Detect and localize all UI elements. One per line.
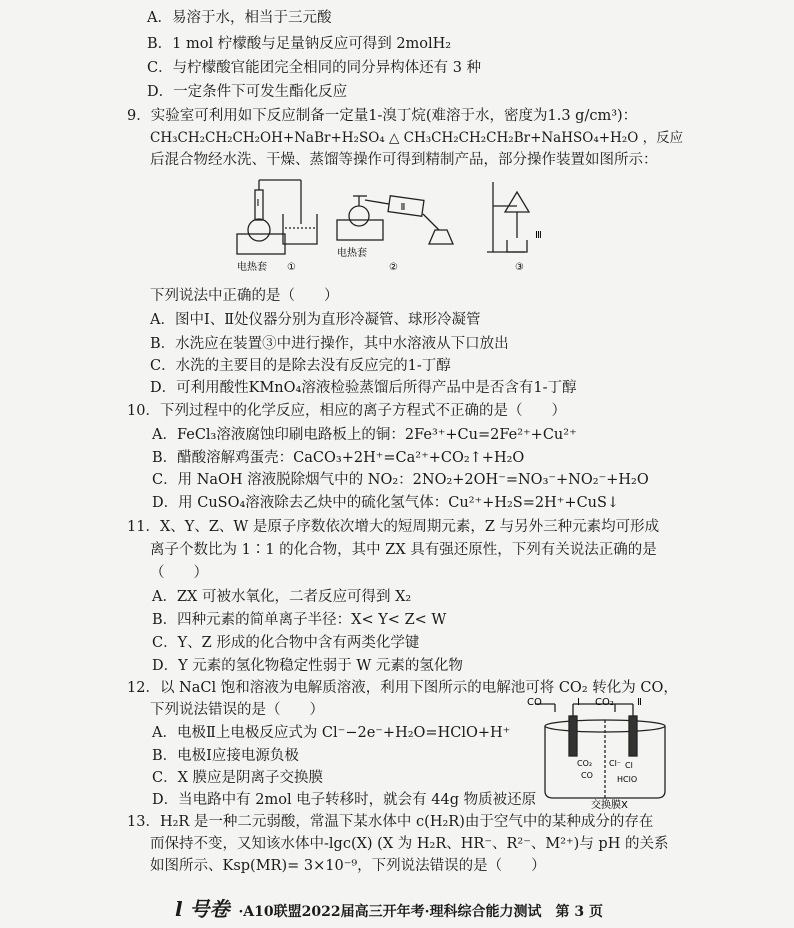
q10-stem: 10．下列过程中的化学反应，相应的离子方程式不正确的是（ ） xyxy=(127,403,566,419)
separatory-funnel xyxy=(505,192,529,212)
q11-stem-line-3: （ ） xyxy=(150,565,208,581)
q10-option-a: A．FeCl₃溶液腐蚀印刷电路板上的铜：2Fe³⁺+Cu=2Fe²⁺+Cu²⁺ xyxy=(152,427,577,443)
q11-option-d: D．Y 元素的氢化物稳定性弱于 W 元素的氢化物 xyxy=(152,658,463,674)
footer-text: ·A10联盟2022届高三开年考·理科综合能力测试 第 3 页 xyxy=(238,904,603,920)
label-cl-ion: Cl⁻ xyxy=(609,759,622,768)
heating-mantle-1 xyxy=(237,234,285,254)
q8-option-d: D．一定条件下可发生酯化反应 xyxy=(147,84,348,100)
heating-mantle-2 xyxy=(337,220,383,240)
electrode-II xyxy=(629,716,637,756)
q9-stem-line-3: 后混合物经水洗、干燥、蒸馏等操作可得到精制产品，部分操作装置如图所示： xyxy=(150,152,658,168)
label-circle-1: ① xyxy=(287,262,296,273)
label-circle-3: ③ xyxy=(515,262,524,273)
label-co-inner: CO xyxy=(581,771,593,780)
q12-stem-line-2: 下列说法错误的是（ ） xyxy=(150,702,324,718)
label-co2-top: CO₂ xyxy=(595,697,614,708)
label-III: Ⅲ xyxy=(535,230,542,241)
q12-option-a: A．电极Ⅱ上电极反应式为 Cl⁻−2e⁻+H₂O=HClO+H⁺ xyxy=(152,725,511,741)
label-mantle-2: 电热套 xyxy=(337,248,367,259)
q11-option-a: A．ZX 可被水氧化，二者反应可得到 X₂ xyxy=(152,589,412,605)
condenser-2 xyxy=(388,196,424,217)
q12-option-c: C．X 膜应是阴离子交换膜 xyxy=(152,770,324,786)
round-flask-1 xyxy=(248,219,270,241)
q9-option-c: C．水洗的主要目的是除去没有反应完的1-丁醇 xyxy=(150,358,451,374)
label-mantle-1: 电热套 xyxy=(237,262,267,273)
brand-logo: l 号卷 xyxy=(175,897,230,921)
q11-option-b: B．四种元素的简单离子半径：X< Y< Z< W xyxy=(152,612,447,628)
q9-apparatus-figure xyxy=(225,172,570,280)
electrode-I xyxy=(569,716,577,756)
q8-option-b: B．1 mol 柠檬酸与足量钠反应可得到 2molH₂ xyxy=(147,36,452,52)
q11-stem-line-2: 离子个数比为 1∶1 的化合物，其中 ZX 具有强还原性，下列有关说法正确的是 xyxy=(150,542,657,558)
label-co2-inner: CO₂ xyxy=(577,759,593,768)
label-membrane-x: 交换膜X xyxy=(591,800,628,810)
conical-flask xyxy=(429,230,453,244)
q11-option-c: C．Y、Z 形成的化合物中含有两类化学键 xyxy=(152,635,420,651)
q10-option-d: D．用 CuSO₄溶液除去乙炔中的硫化氢气体：Cu²⁺+H₂S=2H⁺+CuS↓ xyxy=(152,495,620,511)
q8-option-c: C．与柠檬酸官能团完全相同的同分异构体还有 3 种 xyxy=(147,60,482,76)
q10-option-b: B．醋酸溶解鸡蛋壳：CaCO₃+2H⁺=Ca²⁺+CO₂↑+H₂O xyxy=(152,450,525,466)
q13-stem-line-3: 如图所示、Ksp(MR)= 3×10⁻⁹，下列说法错误的是（ ） xyxy=(150,858,546,874)
round-flask-2 xyxy=(349,206,369,226)
label-circle-2: ② xyxy=(389,262,398,273)
q12-electrolysis-figure xyxy=(525,696,675,810)
q9-option-d: D．可利用酸性KMnO₄溶液检验蒸馏后所得产品中是否含有1-丁醇 xyxy=(150,380,577,396)
q9-option-b: B．水洗应在装置③中进行操作，其中水溶液从下口放出 xyxy=(150,336,509,352)
q13-stem-line-1: 13．H₂R 是一种二元弱酸，常温下某水体中 c(H₂R)由于空气中的某种成分的存在 xyxy=(127,814,654,830)
label-electrode-I: Ⅰ xyxy=(577,697,580,708)
q12-stem-line-1: 12．以 NaCl 饱和溶液为电解质溶液，利用下图所示的电解池可将 CO₂ 转化为 CO， xyxy=(127,680,678,696)
q10-option-c: C．用 NaOH 溶液脱除烟气中的 NO₂：2NO₂+2OH⁻=NO₃⁻+NO₂⁻+H₂O xyxy=(152,472,649,488)
q8-option-a: A．易溶于水，相当于三元酸 xyxy=(147,10,332,26)
q9-stem-line-2: CH₃CH₂CH₂CH₂OH+NaBr+H₂SO₄ △ CH₃CH₂CH₂CH₂Br+NaHSO₄+H₂O ，反应 xyxy=(150,130,684,146)
q11-stem-line-1: 11．X、Y、Z、W 是原子序数依次增大的短周期元素，Z 与另外三种元素均可形成 xyxy=(127,519,660,535)
label-cl: Cl xyxy=(625,761,633,770)
q12-option-b: B．电极Ⅰ应接电源负极 xyxy=(152,748,299,764)
q13-stem-line-2: 而保持不变，又知该水体中-lgc(X) (X 为 H₂R、HR⁻、R²⁻、M²⁺)与 pH 的关系 xyxy=(150,836,669,852)
beaker-1 xyxy=(283,214,317,244)
q12-option-d: D．当电路中有 2mol 电子转移时，就会有 44g 物质被还原 xyxy=(152,792,537,808)
q9-stem-line-1: 9．实验室可利用如下反应制备一定量1-溴丁烷(难溶于水，密度为1.3 g/cm³)： xyxy=(127,108,638,124)
label-I: Ⅰ xyxy=(256,198,260,209)
q9-question: 下列说法中正确的是（ ） xyxy=(150,288,339,304)
label-II: Ⅱ xyxy=(400,202,406,213)
label-electrode-II: Ⅱ xyxy=(637,697,642,708)
page-footer xyxy=(175,893,603,922)
label-hclo: HClO xyxy=(617,775,638,784)
label-co-top: CO xyxy=(527,697,542,708)
q9-option-a: A．图中Ⅰ、Ⅱ处仪器分别为直形冷凝管、球形冷凝管 xyxy=(150,312,481,328)
